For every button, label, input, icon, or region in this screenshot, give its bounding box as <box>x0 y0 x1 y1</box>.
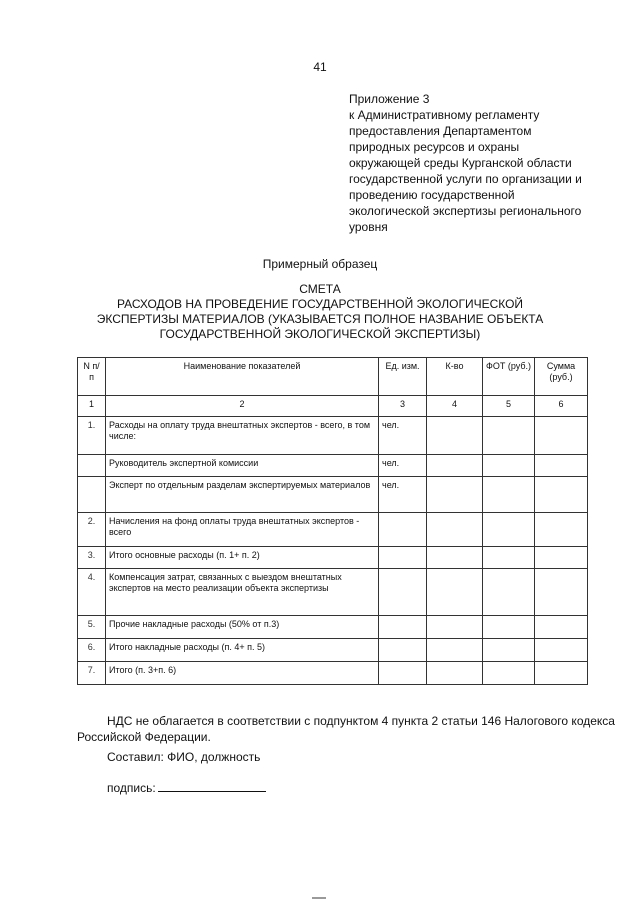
appendix-line: экологической экспертизы регионального <box>349 204 582 218</box>
table-row <box>78 417 588 455</box>
header-name: Наименование показателей <box>106 358 379 396</box>
header-fot: ФОТ (руб.) <box>483 358 535 396</box>
row-sum <box>535 455 588 477</box>
row-sum <box>535 547 588 569</box>
table-header-row <box>78 358 588 396</box>
row-sum <box>535 477 588 513</box>
compiled-by: Составил: ФИО, должность <box>107 750 261 764</box>
row-number: 5. <box>78 616 106 639</box>
appendix-line: природных ресурсов и охраны <box>349 140 520 154</box>
row-name: Начисления на фонд оплаты труда внештатных экспертов - всего <box>106 513 379 547</box>
column-number-row <box>78 396 588 417</box>
row-number: 7. <box>78 662 106 685</box>
row-sum <box>535 513 588 547</box>
header-sum: Сумма (руб.) <box>535 358 588 396</box>
row-unit <box>379 662 427 685</box>
title-line: ЭКСПЕРТИЗЫ МАТЕРИАЛОВ (УКАЗЫВАЕТСЯ ПОЛНОЕ НАЗВАНИЕ ОБЪЕКТА <box>96 312 544 326</box>
title-line: СМЕТА <box>299 282 341 296</box>
column-number: 3 <box>379 396 427 417</box>
row-sum <box>535 569 588 616</box>
row-qty <box>427 417 483 455</box>
appendix-line: государственной услуги по организации и <box>349 172 582 186</box>
row-fot <box>483 513 535 547</box>
row-unit <box>379 616 427 639</box>
row-name: Расходы на оплату труда внештатных экспертов - всего, в том числе: <box>106 417 379 455</box>
row-name: Прочие накладные расходы (50% от п.3) <box>106 616 379 639</box>
row-qty <box>427 547 483 569</box>
row-fot <box>483 569 535 616</box>
row-qty <box>427 662 483 685</box>
row-qty <box>427 616 483 639</box>
row-number <box>78 455 106 477</box>
document-title <box>0 282 640 342</box>
row-unit <box>379 639 427 662</box>
row-sum <box>535 639 588 662</box>
appendix-heading <box>349 91 614 235</box>
header-qty: К-во <box>427 358 483 396</box>
column-number: 1 <box>78 396 106 417</box>
row-fot <box>483 616 535 639</box>
row-name: Руководитель экспертной комиссии <box>106 455 379 477</box>
row-qty <box>427 639 483 662</box>
row-unit <box>379 569 427 616</box>
row-number <box>78 477 106 513</box>
row-name: Итого (п. 3+п. 6) <box>106 662 379 685</box>
row-fot <box>483 417 535 455</box>
row-number: 6. <box>78 639 106 662</box>
title-line: ГОСУДАРСТВЕННОЙ ЭКОЛОГИЧЕСКОЙ ЭКСПЕРТИЗЫ) <box>159 327 481 341</box>
column-number: 5 <box>483 396 535 417</box>
row-fot <box>483 455 535 477</box>
signature-line <box>158 779 266 792</box>
appendix-line: проведению государственной <box>349 188 515 202</box>
row-unit <box>379 513 427 547</box>
row-sum <box>535 662 588 685</box>
page-number: 41 <box>313 60 327 74</box>
row-qty <box>427 455 483 477</box>
footer-mark <box>312 897 326 899</box>
row-unit: чел. <box>379 477 427 513</box>
row-fot <box>483 477 535 513</box>
row-number: 1. <box>78 417 106 455</box>
table-row <box>78 569 588 616</box>
column-number: 6 <box>535 396 588 417</box>
column-number: 4 <box>427 396 483 417</box>
table-row <box>78 639 588 662</box>
row-qty <box>427 569 483 616</box>
sample-caption: Примерный образец <box>262 257 378 271</box>
table-row <box>78 513 588 547</box>
row-name: Эксперт по отдельным разделам экспертируемых материалов <box>106 477 379 513</box>
row-unit <box>379 547 427 569</box>
row-sum <box>535 417 588 455</box>
header-unit: Ед. изм. <box>379 358 427 396</box>
row-number: 3. <box>78 547 106 569</box>
appendix-line: окружающей среды Курганской области <box>349 156 572 170</box>
estimate-table <box>77 357 588 685</box>
signature-block <box>107 779 266 795</box>
row-unit: чел. <box>379 417 427 455</box>
row-fot <box>483 547 535 569</box>
row-name: Итого накладные расходы (п. 4+ п. 5) <box>106 639 379 662</box>
row-fot <box>483 639 535 662</box>
table-row <box>78 662 588 685</box>
header-num: N п/п <box>78 358 106 396</box>
row-number: 4. <box>78 569 106 616</box>
title-line: РАСХОДОВ НА ПРОВЕДЕНИЕ ГОСУДАРСТВЕННОЙ ЭКОЛОГИЧЕСКОЙ <box>116 297 524 311</box>
row-sum <box>535 616 588 639</box>
row-name: Компенсация затрат, связанных с выездом внештатных экспертов на место реализации объекта экспертизы <box>106 569 379 616</box>
table-row <box>78 547 588 569</box>
row-number: 2. <box>78 513 106 547</box>
table-row <box>78 616 588 639</box>
row-fot <box>483 662 535 685</box>
row-qty <box>427 477 483 513</box>
row-qty <box>427 513 483 547</box>
appendix-line: Приложение 3 <box>349 92 430 106</box>
row-unit: чел. <box>379 455 427 477</box>
appendix-line: предоставления Департаментом <box>349 124 532 138</box>
table-row <box>78 455 588 477</box>
table-row <box>78 477 588 513</box>
appendix-line: к Административному регламенту <box>349 108 540 122</box>
row-name: Итого основные расходы (п. 1+ п. 2) <box>106 547 379 569</box>
signature-label: подпись: <box>107 781 156 795</box>
column-number: 2 <box>106 396 379 417</box>
appendix-line: уровня <box>349 220 388 234</box>
vat-note: НДС не облагается в соответствии с подпунктом 4 пункта 2 статьи 146 Налогового кодекса Российской Федерации. <box>77 714 615 744</box>
